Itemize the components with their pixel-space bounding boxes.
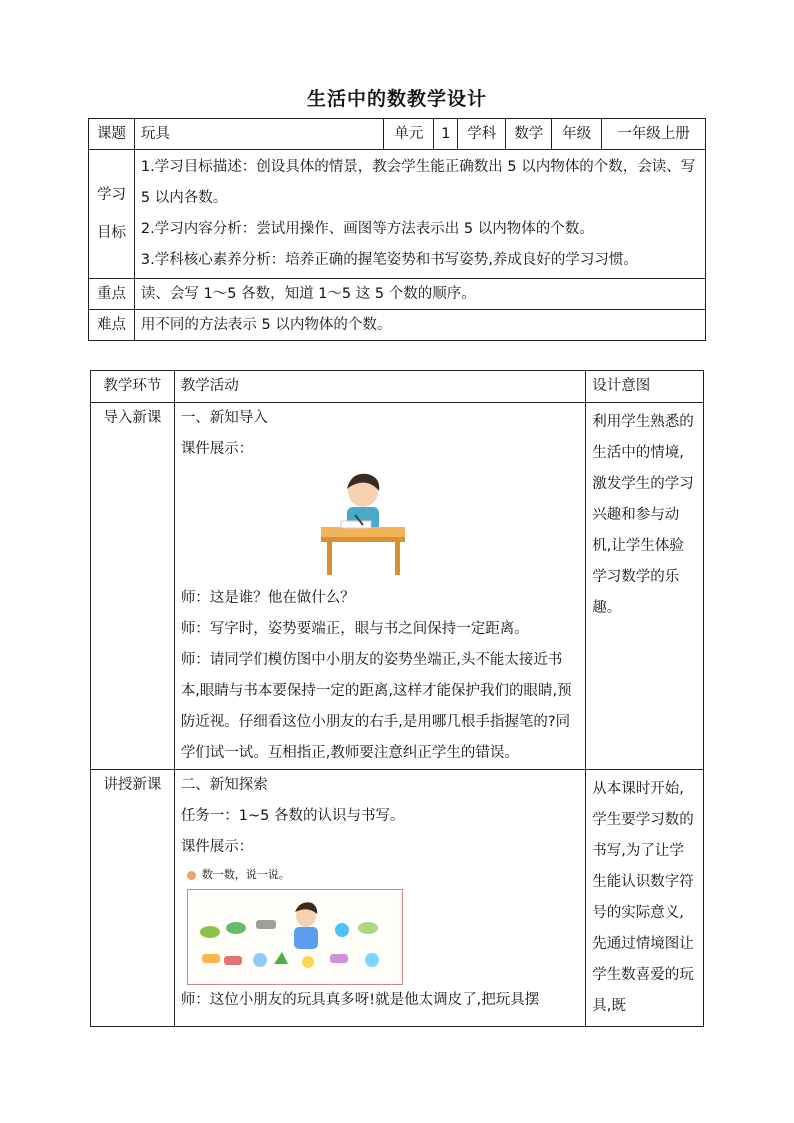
intro-courseware: 课件展示： (180, 441, 254, 457)
goals-label (89, 150, 135, 279)
explore-paragraph-1: 师：这位小朋友的玩具真多呀!就是他太调皮了,把玩具摆 (180, 992, 540, 1008)
goal-line-3: 3.学科核心素养分析：培养正确的握笔姿势和书写姿势,养成良好的学习习惯。 (140, 252, 638, 268)
explore-activity (174, 770, 585, 1027)
explore-row (91, 770, 704, 1027)
process-header-row (91, 371, 704, 403)
goal-line-1: 1.学习目标描述：创设具体的情景，教会学生能正确数出 5 以内物体的个数，会读、写 5 以内各数。 (140, 159, 696, 206)
difficulty-text: 用不同的方法表示 5 以内物体的个数。 (134, 310, 705, 341)
intro-row (91, 403, 704, 770)
intro-activity (174, 403, 585, 770)
bullet-icon (187, 871, 196, 880)
info-row (89, 119, 706, 150)
explore-task: 任务一：1~5 各数的认识与书写。 (180, 808, 405, 824)
explore-heading: 二、新知探索 (180, 777, 268, 793)
key-label: 重点 (89, 279, 135, 310)
lesson-info-table (88, 118, 706, 341)
intro-paragraph-1: 师：这是谁？他在做什么？ (180, 590, 355, 606)
difficulty-row (89, 310, 706, 341)
goals-label-2: 目标 (96, 225, 126, 241)
explore-stage: 讲授新课 (91, 770, 175, 1027)
course-value: 玩具 (134, 119, 384, 150)
intro-paragraph-2: 师：写字时，姿势要端正，眼与书之间保持一定距离。 (180, 621, 529, 637)
key-text: 读、会写 1～5 各数，知道 1～5 这 5 个数的顺序。 (134, 279, 705, 310)
boy-writing-illustration (311, 469, 411, 577)
explore-courseware: 课件展示： (180, 839, 254, 855)
goal-line-2: 2.学习内容分析：尝试用操作、画图等方法表示出 5 以内物体的个数。 (140, 221, 594, 237)
grade-value: 一年级上册 (602, 119, 706, 150)
toys-illustration (187, 889, 403, 985)
goals-row (89, 150, 706, 279)
intro-paragraph-3: 师：请同学们模仿图中小朋友的姿势坐端正,头不能太接近书本,眼睛与书本要保持一定的距离,这样才能保护我们的眼睛,预防近视。仔细看这位小朋友的右手,是用哪几根手指握笔的?同学们试一试。互相指正,教师要注意纠正学生的错误。 (180, 652, 572, 761)
grade-label: 年级 (552, 119, 602, 150)
goals-label-1: 学习 (96, 187, 126, 203)
unit-value: 1 (434, 119, 458, 150)
process-table (90, 370, 704, 1027)
intro-heading: 一、新知导入 (180, 410, 268, 426)
page-title: 生活中的数教学设计 (306, 88, 487, 110)
header-intent: 设计意图 (586, 371, 704, 403)
subject-value: 数学 (506, 119, 552, 150)
intro-intent: 利用学生熟悉的生活中的情境,激发学生的学习兴趣和参与动机,让学生体验学习数学的乐趣。 (586, 403, 704, 770)
toys-figure (187, 867, 579, 985)
header-stage: 教学环节 (91, 371, 175, 403)
course-label: 课题 (89, 119, 135, 150)
header-activity: 教学活动 (174, 371, 585, 403)
toys-caption: 数一数，说一说。 (201, 868, 290, 881)
toys-caption-row (187, 867, 579, 883)
explore-intent: 从本课时开始,学生要学习数的书写,为了让学生能认识数字符号的实际意义,先通过情境图让学生数喜爱的玩具,既 (586, 770, 704, 1027)
goals-content (134, 150, 705, 279)
intro-stage: 导入新课 (91, 403, 175, 770)
subject-label: 学科 (458, 119, 506, 150)
key-row (89, 279, 706, 310)
unit-label: 单元 (384, 119, 434, 150)
difficulty-label: 难点 (89, 310, 135, 341)
